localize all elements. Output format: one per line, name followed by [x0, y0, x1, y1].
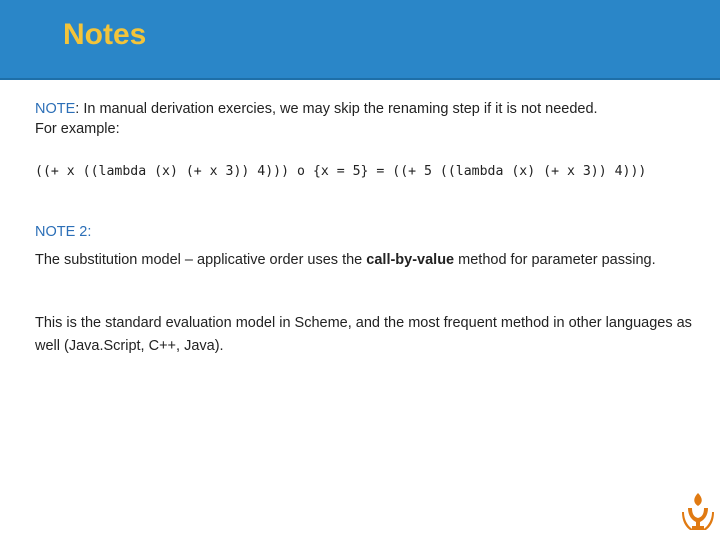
note1-text: : In manual derivation exercies, we may skip the renaming step if it is not needed. [75, 101, 598, 117]
note1-label: NOTE [35, 101, 76, 117]
title-bar [0, 0, 720, 80]
note1-line2: For example: [35, 121, 120, 137]
note2-text-before: The substitution model – applicative order uses the [35, 252, 367, 268]
university-logo-icon [682, 492, 714, 532]
note3-paragraph: This is the standard evaluation model in Scheme, and the most frequent method in other languages as well (Java.Script, C++, Java). [35, 315, 692, 354]
note1-paragraph [35, 99, 715, 139]
note2-bold-term: call-by-value [366, 252, 455, 268]
note2-paragraph [35, 251, 685, 270]
code-example: ((+ x ((lambda (x) (+ x 3)) 4))) o {x = 5} = ((+ 5 ((lambda (x) (+ x 3)) 4))) [35, 164, 647, 179]
note2-text-after: method for parameter passing. [454, 252, 656, 268]
note1-block [35, 99, 715, 139]
slide-title: Notes [63, 18, 147, 51]
note2-label: NOTE 2: [35, 224, 92, 240]
